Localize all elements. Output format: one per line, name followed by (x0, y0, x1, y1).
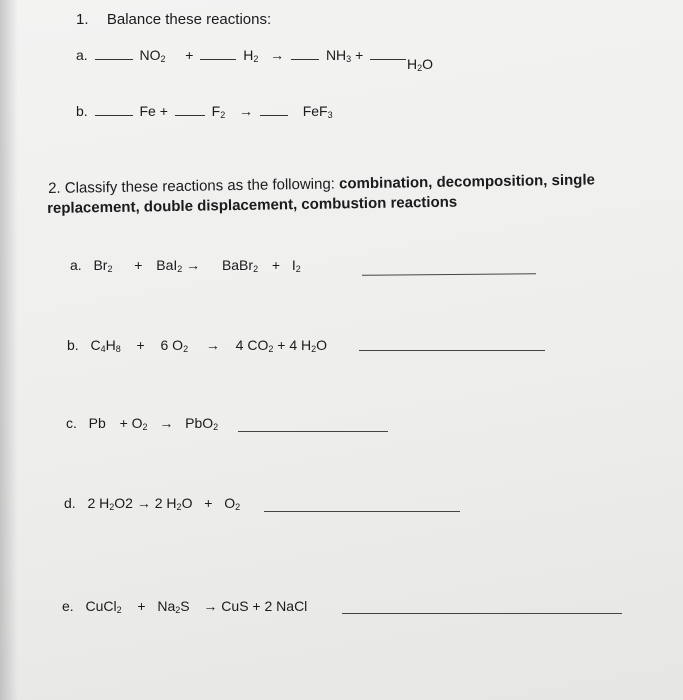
q2a-term-2-subscript: 2 (177, 264, 183, 274)
page-edge-shadow (0, 0, 18, 700)
q2b-term-4-o: O (316, 337, 328, 353)
q2a-plus-1: + (134, 257, 143, 273)
q1b-blank-3[interactable] (260, 114, 288, 116)
q1a-product-2-h: H (407, 56, 418, 72)
q1a-reactant-2: H (243, 47, 254, 63)
q2a-arrow: → (186, 257, 201, 273)
q2d-term-1-subscript: 2 (109, 502, 115, 512)
q1a-blank-4[interactable] (370, 58, 406, 60)
q1a-blank-1[interactable] (95, 58, 133, 60)
q2-heading-bold-2: replacement, double displacement, combustion reactions (47, 193, 458, 217)
q2b-arrow: → (205, 337, 220, 353)
q2a-term-3: BaBr (221, 257, 254, 273)
q2e-plus-2: + (252, 598, 261, 614)
q2a-plus-2: + (271, 257, 281, 273)
q1a-reactant-1-subscript: 2 (160, 54, 166, 64)
q2-heading-line-1 (48, 171, 595, 197)
q2b-plus-1: + (136, 337, 145, 353)
q2a-answer-line[interactable] (362, 273, 536, 276)
q1a-product-2-o: O (422, 56, 434, 72)
q2d-term-1-tail: O2 (114, 495, 133, 511)
q2b-term-4-subscript: 2 (311, 344, 317, 354)
q2e-term-1: CuCl (85, 598, 117, 614)
q1b-reactant-2-subscript: 2 (220, 110, 226, 120)
q2a-term-1: Br (93, 257, 108, 273)
q2e-reaction (62, 598, 307, 615)
q2d-label: d. (64, 495, 76, 511)
q2c-term-2-subscript: 2 (142, 422, 148, 432)
q2c-term-1: Pb (88, 415, 106, 431)
q2b-term-3-subscript: 2 (268, 344, 274, 354)
q1b-product-1: FeF (302, 103, 328, 119)
q2b-term-1-h: H (105, 337, 116, 353)
q1a-plus-1: + (185, 47, 194, 63)
q2e-term-2-subscript: 2 (175, 605, 181, 615)
q1a-reactant-1: NO (139, 47, 161, 63)
q2-heading-bold-1: combination, decomposition, single (338, 171, 596, 193)
q1a-product-1-subscript: 3 (346, 54, 352, 64)
q2c-reaction (66, 415, 218, 432)
q1a-arrow: → (270, 47, 285, 63)
q2c-label: c. (66, 415, 77, 431)
q2a-reaction (70, 257, 301, 274)
q1a-blank-2[interactable] (200, 58, 236, 60)
q2c-plus-1: + (119, 415, 128, 431)
q1b-plus-1: + (159, 103, 168, 119)
q2d-plus-1: + (204, 495, 213, 511)
q2d-term-1: 2 H (87, 495, 110, 511)
q2b-term-3: 4 CO (235, 337, 269, 353)
q2e-term-3: CuS (221, 598, 249, 614)
q2e-plus-1: + (137, 598, 146, 614)
q2b-plus-2: + (277, 337, 286, 353)
q2a-term-4: I (291, 257, 296, 273)
q1a-label: a. (76, 47, 88, 63)
q1-heading (76, 11, 271, 28)
q1b-arrow: → (239, 103, 254, 119)
q2b-term-1-subscript-b: 8 (115, 344, 121, 354)
q2d-term-2-subscript: 2 (176, 502, 182, 512)
q1a-reactant-2-subscript: 2 (253, 54, 259, 64)
q2b-term-2-subscript: 2 (183, 344, 189, 354)
q1a-product-1: NH (325, 47, 347, 63)
q2b-reaction (67, 337, 327, 354)
q1a-reaction (76, 47, 409, 64)
q2d-reaction (64, 495, 240, 512)
q1a-product-2-subscript: 2 (417, 63, 423, 73)
q2b-term-4: 4 H (289, 337, 312, 353)
q2a-term-2: BaI (156, 257, 178, 273)
q1b-reactant-1: Fe (139, 103, 156, 119)
q2d-answer-line[interactable] (264, 511, 460, 512)
q1-number: 1. (76, 11, 89, 28)
q2d-term-3-subscript: 2 (235, 502, 241, 512)
q2b-term-1-c: C (90, 337, 101, 353)
q2b-term-2: 6 O (160, 337, 184, 353)
q2e-arrow: → (203, 598, 218, 614)
q1b-label: b. (76, 103, 88, 119)
q1b-blank-2[interactable] (175, 114, 205, 116)
q2b-answer-line[interactable] (359, 350, 545, 351)
q2d-arrow: → (136, 495, 151, 511)
q2a-term-1-subscript: 2 (107, 264, 113, 274)
q1b-product-1-subscript: 3 (327, 110, 333, 120)
q2a-term-3-subscript: 2 (253, 264, 259, 274)
q2c-answer-line[interactable] (238, 431, 388, 432)
q2d-term-2: 2 H (154, 495, 177, 511)
q1b-blank-1[interactable] (95, 114, 133, 116)
q1b-reactant-2: F (211, 103, 221, 119)
q1b-reaction (76, 103, 333, 120)
q2e-answer-line[interactable] (342, 613, 622, 614)
q2c-term-2: O (131, 415, 143, 431)
q2a-label: a. (70, 257, 82, 273)
q2e-label: e. (62, 598, 74, 614)
q1a-product-2 (407, 56, 433, 73)
q2a-term-4-subscript: 2 (295, 264, 301, 274)
q2-heading-plain: 2. Classify these reactions as the following: (48, 175, 340, 197)
q2b-term-1-subscript-a: 4 (100, 344, 106, 354)
q1a-blank-3[interactable] (291, 58, 319, 60)
q2c-term-3: PbO (185, 415, 214, 431)
q2c-arrow: → (159, 415, 174, 431)
q2-heading-line-2 (47, 194, 457, 217)
q1a-plus-2: + (355, 47, 364, 63)
q1-title: Balance these reactions: (106, 11, 272, 28)
q2e-term-1-subscript: 2 (116, 605, 122, 615)
q2d-term-2-o: O (181, 495, 193, 511)
q2b-label: b. (67, 337, 79, 353)
q2d-term-3: O (224, 495, 236, 511)
q2e-term-2: Na (157, 598, 176, 614)
q2e-term-4: 2 NaCl (264, 598, 308, 614)
q2e-term-2-s: S (180, 598, 190, 614)
q2c-term-3-subscript: 2 (213, 422, 219, 432)
